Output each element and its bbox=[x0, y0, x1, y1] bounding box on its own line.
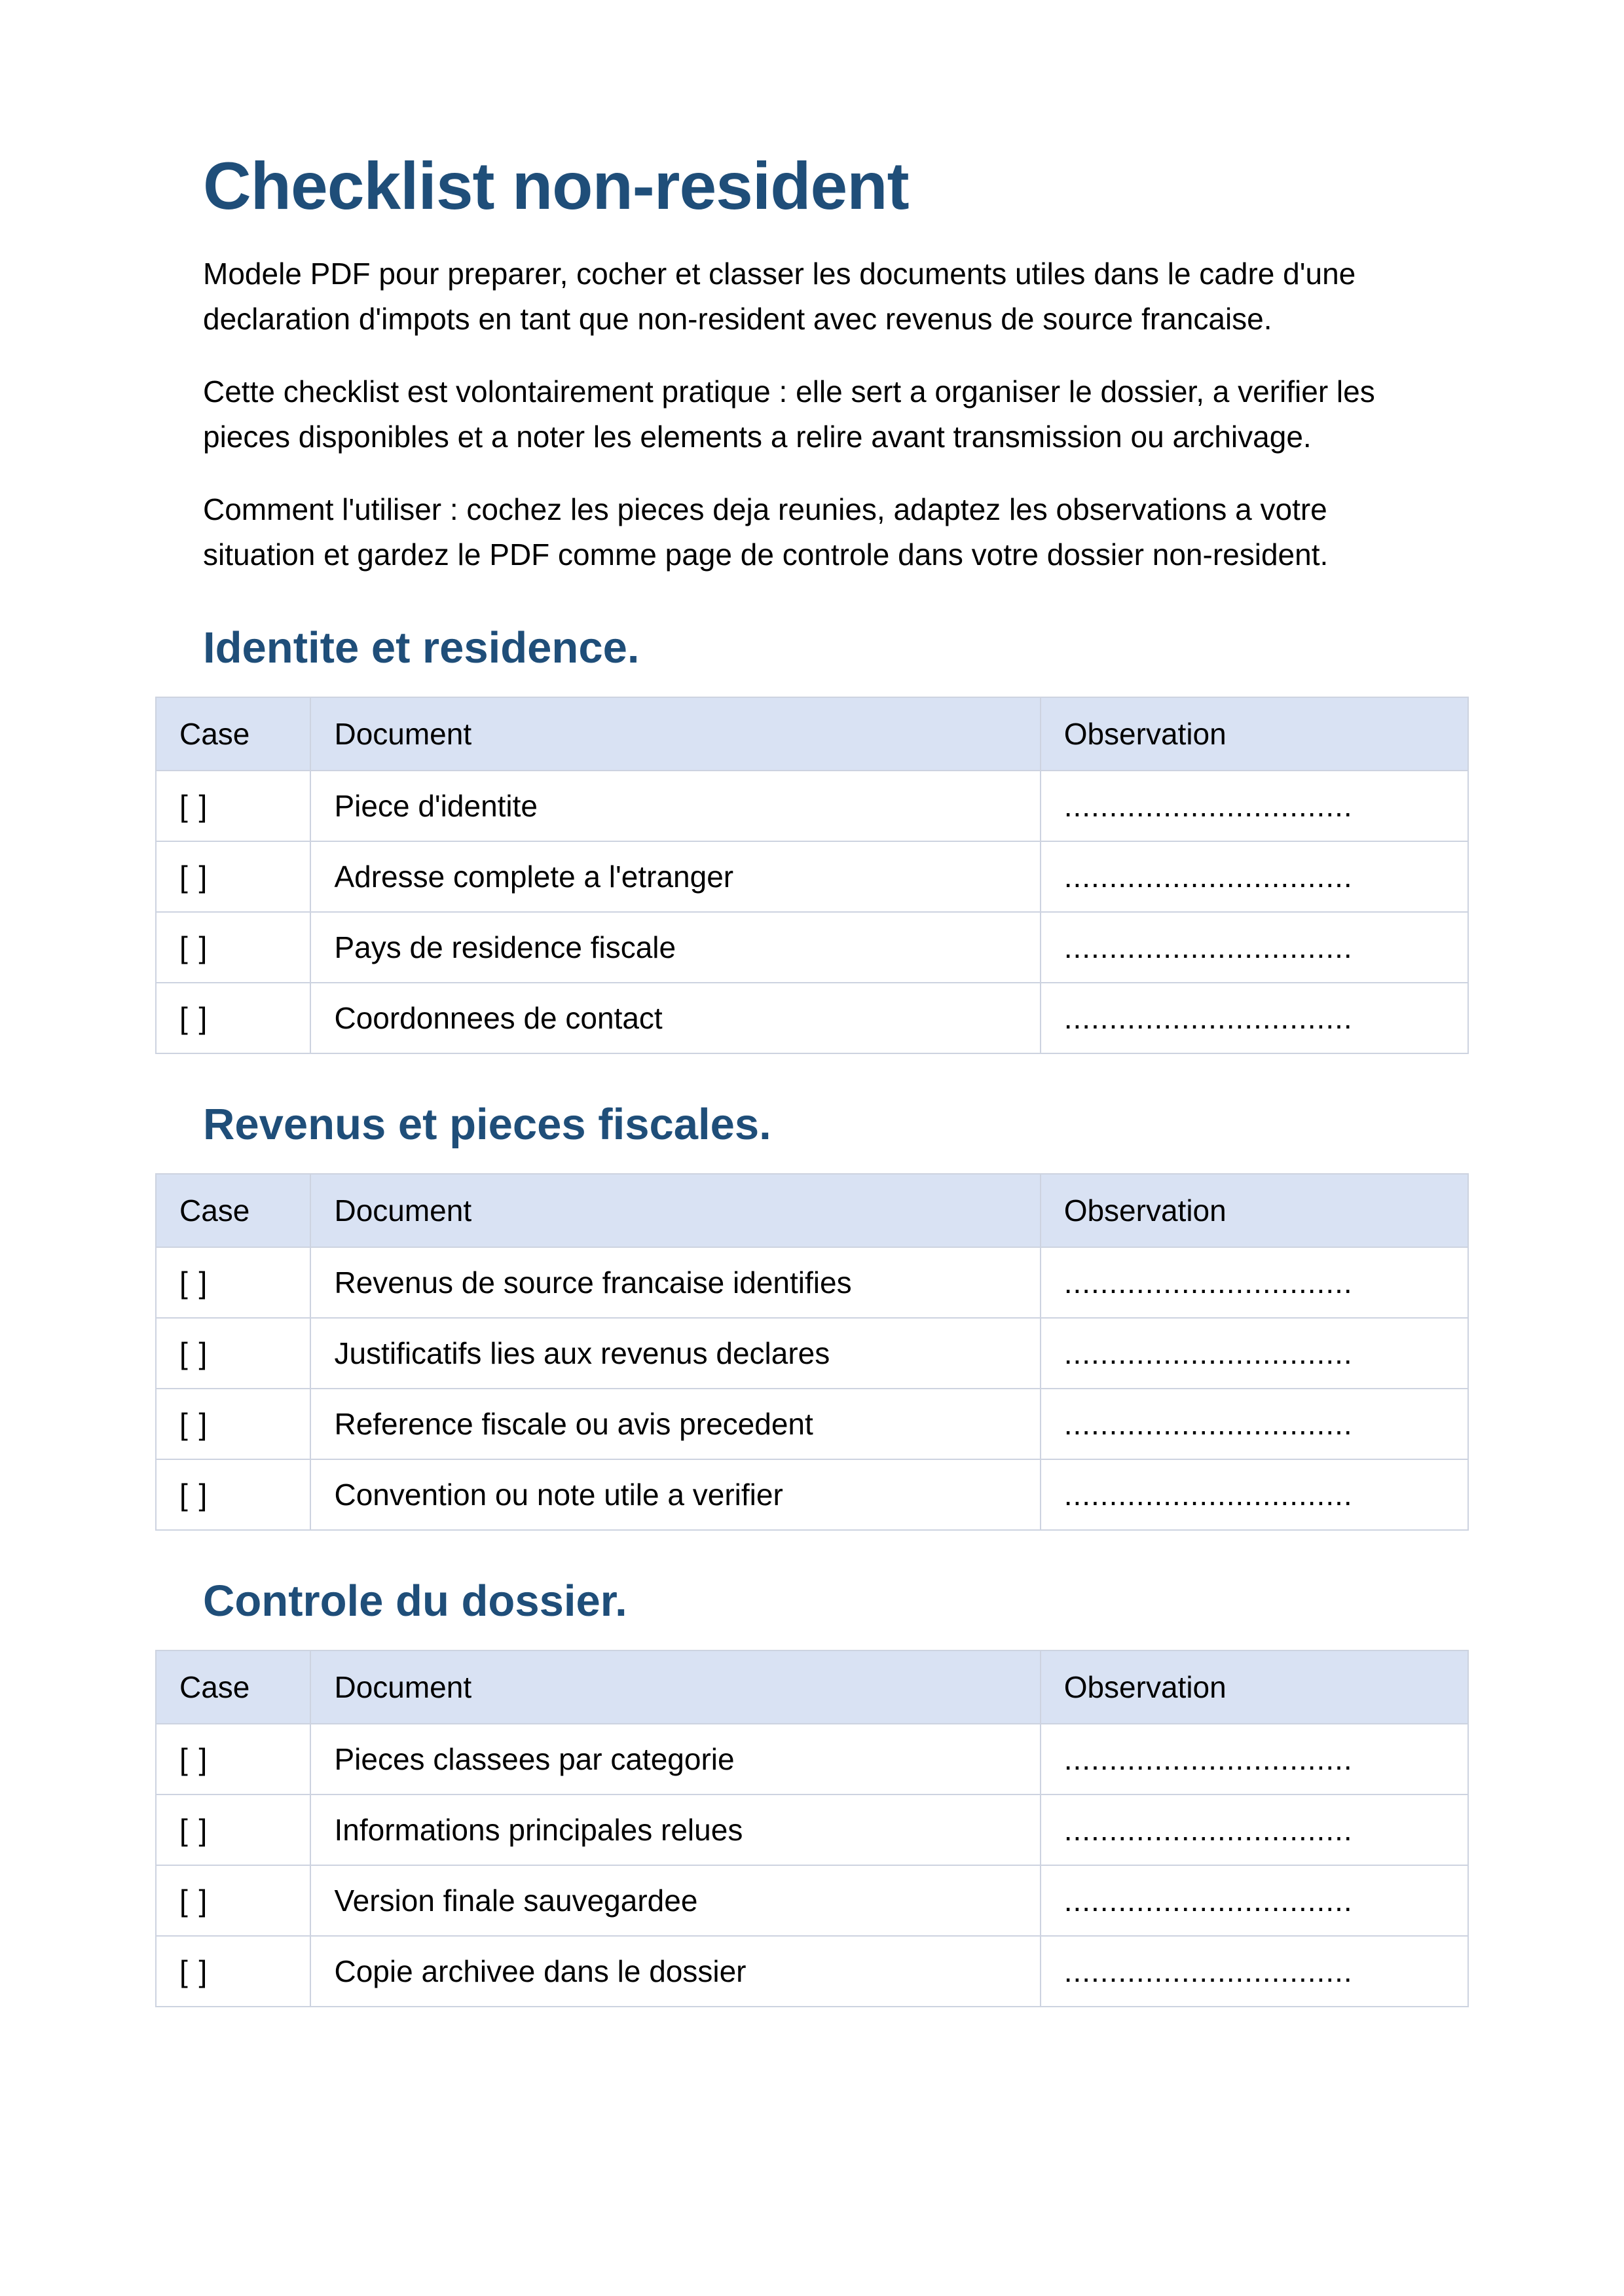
table-row bbox=[156, 1247, 1468, 1318]
checkbox-cell bbox=[156, 1795, 310, 1865]
table-header-row bbox=[156, 1650, 1468, 1724]
observation-dots bbox=[1041, 1724, 1468, 1795]
column-header-case: Case bbox=[156, 1174, 310, 1247]
column-header-document: Document bbox=[310, 1174, 1040, 1247]
observation-fill-line: ................................ bbox=[1063, 789, 1353, 823]
observation-fill-line: ................................ bbox=[1063, 1407, 1353, 1441]
intro-paragraph-2: Cette checklist est volontairement pratique : elle sert a organiser le dossier, a verifier les pieces disponibles et a noter les elements a relire avant transmission ou archivage. bbox=[203, 374, 1375, 454]
observation-dots bbox=[1041, 1865, 1468, 1936]
observation-fill-line: ................................ bbox=[1063, 930, 1353, 964]
checkbox-cell bbox=[156, 1247, 310, 1318]
table-row bbox=[156, 771, 1468, 841]
table-row bbox=[156, 841, 1468, 912]
table-row bbox=[156, 1389, 1468, 1459]
observation-fill-line: ................................ bbox=[1063, 1336, 1353, 1370]
column-header-document: Document bbox=[310, 697, 1040, 771]
checkbox[interactable]: [ ] bbox=[179, 1336, 209, 1370]
observation-fill-line: ................................ bbox=[1063, 1954, 1353, 1988]
checklist-table-identite bbox=[155, 697, 1469, 1054]
observation-fill-line: ................................ bbox=[1063, 1001, 1353, 1035]
observation-dots bbox=[1041, 1389, 1468, 1459]
table-row bbox=[156, 1459, 1468, 1530]
column-header-observation: Observation bbox=[1041, 697, 1468, 771]
document-label: Coordonnees de contact bbox=[310, 983, 1040, 1053]
observation-dots bbox=[1041, 1936, 1468, 2007]
checkbox[interactable]: [ ] bbox=[179, 1742, 209, 1776]
section-heading-identite: Identite et residence. bbox=[203, 623, 640, 672]
observation-fill-line: ................................ bbox=[1063, 1742, 1353, 1776]
checkbox-cell bbox=[156, 771, 310, 841]
document-label: Copie archivee dans le dossier bbox=[310, 1936, 1040, 2007]
observation-dots bbox=[1041, 912, 1468, 983]
table-row bbox=[156, 1865, 1468, 1936]
document-label: Piece d'identite bbox=[310, 771, 1040, 841]
table-header-row bbox=[156, 697, 1468, 771]
page-title: Checklist non-resident bbox=[203, 149, 909, 223]
checklist-table-controle bbox=[155, 1650, 1469, 2007]
column-header-document: Document bbox=[310, 1650, 1040, 1724]
document-label: Version finale sauvegardee bbox=[310, 1865, 1040, 1936]
document-label: Revenus de source francaise identifies bbox=[310, 1247, 1040, 1318]
table-row bbox=[156, 912, 1468, 983]
checkbox[interactable]: [ ] bbox=[179, 860, 209, 894]
section-heading-revenus: Revenus et pieces fiscales. bbox=[203, 1100, 771, 1149]
checkbox[interactable]: [ ] bbox=[179, 1813, 209, 1847]
intro-paragraph-3: Comment l'utiliser : cochez les pieces deja reunies, adaptez les observations a votre situation et gardez le PDF comme page de controle dans votre dossier non-resident. bbox=[203, 492, 1329, 572]
checkbox[interactable]: [ ] bbox=[179, 930, 209, 964]
document-label: Justificatifs lies aux revenus declares bbox=[310, 1318, 1040, 1389]
checkbox-cell bbox=[156, 1936, 310, 2007]
checkbox[interactable]: [ ] bbox=[179, 1266, 209, 1300]
observation-dots bbox=[1041, 1795, 1468, 1865]
checkbox[interactable]: [ ] bbox=[179, 1478, 209, 1512]
document-label: Reference fiscale ou avis precedent bbox=[310, 1389, 1040, 1459]
observation-dots bbox=[1041, 841, 1468, 912]
table-row bbox=[156, 1318, 1468, 1389]
checkbox-cell bbox=[156, 912, 310, 983]
table-row bbox=[156, 1795, 1468, 1865]
checklist-table-revenus bbox=[155, 1173, 1469, 1531]
checkbox-cell bbox=[156, 983, 310, 1053]
observation-dots bbox=[1041, 1247, 1468, 1318]
checkbox-cell bbox=[156, 1724, 310, 1795]
section-heading-controle: Controle du dossier. bbox=[203, 1576, 627, 1626]
observation-fill-line: ................................ bbox=[1063, 1813, 1353, 1847]
observation-fill-line: ................................ bbox=[1063, 1266, 1353, 1300]
column-header-case: Case bbox=[156, 1650, 310, 1724]
table-row bbox=[156, 1936, 1468, 2007]
observation-dots bbox=[1041, 1459, 1468, 1530]
checkbox-cell bbox=[156, 1459, 310, 1530]
checkbox-cell bbox=[156, 1865, 310, 1936]
table-row bbox=[156, 983, 1468, 1053]
observation-dots bbox=[1041, 1318, 1468, 1389]
observation-dots bbox=[1041, 771, 1468, 841]
checkbox[interactable]: [ ] bbox=[179, 1407, 209, 1441]
checkbox-cell bbox=[156, 1389, 310, 1459]
column-header-case: Case bbox=[156, 697, 310, 771]
intro-paragraph-1: Modele PDF pour preparer, cocher et classer les documents utiles dans le cadre d'une declaration d'impots en tant que non-resident avec revenus de source francaise. bbox=[203, 257, 1356, 336]
observation-fill-line: ................................ bbox=[1063, 1478, 1353, 1512]
checkbox[interactable]: [ ] bbox=[179, 1954, 209, 1988]
checkbox-cell bbox=[156, 841, 310, 912]
column-header-observation: Observation bbox=[1041, 1650, 1468, 1724]
observation-dots bbox=[1041, 983, 1468, 1053]
observation-fill-line: ................................ bbox=[1063, 1884, 1353, 1918]
checkbox-cell bbox=[156, 1318, 310, 1389]
checkbox[interactable]: [ ] bbox=[179, 789, 209, 823]
table-row bbox=[156, 1724, 1468, 1795]
document-label: Pieces classees par categorie bbox=[310, 1724, 1040, 1795]
checkbox[interactable]: [ ] bbox=[179, 1884, 209, 1918]
document-label: Pays de residence fiscale bbox=[310, 912, 1040, 983]
document-label: Adresse complete a l'etranger bbox=[310, 841, 1040, 912]
column-header-observation: Observation bbox=[1041, 1174, 1468, 1247]
observation-fill-line: ................................ bbox=[1063, 860, 1353, 894]
document-label: Convention ou note utile a verifier bbox=[310, 1459, 1040, 1530]
checkbox[interactable]: [ ] bbox=[179, 1001, 209, 1035]
table-header-row bbox=[156, 1174, 1468, 1247]
document-label: Informations principales relues bbox=[310, 1795, 1040, 1865]
